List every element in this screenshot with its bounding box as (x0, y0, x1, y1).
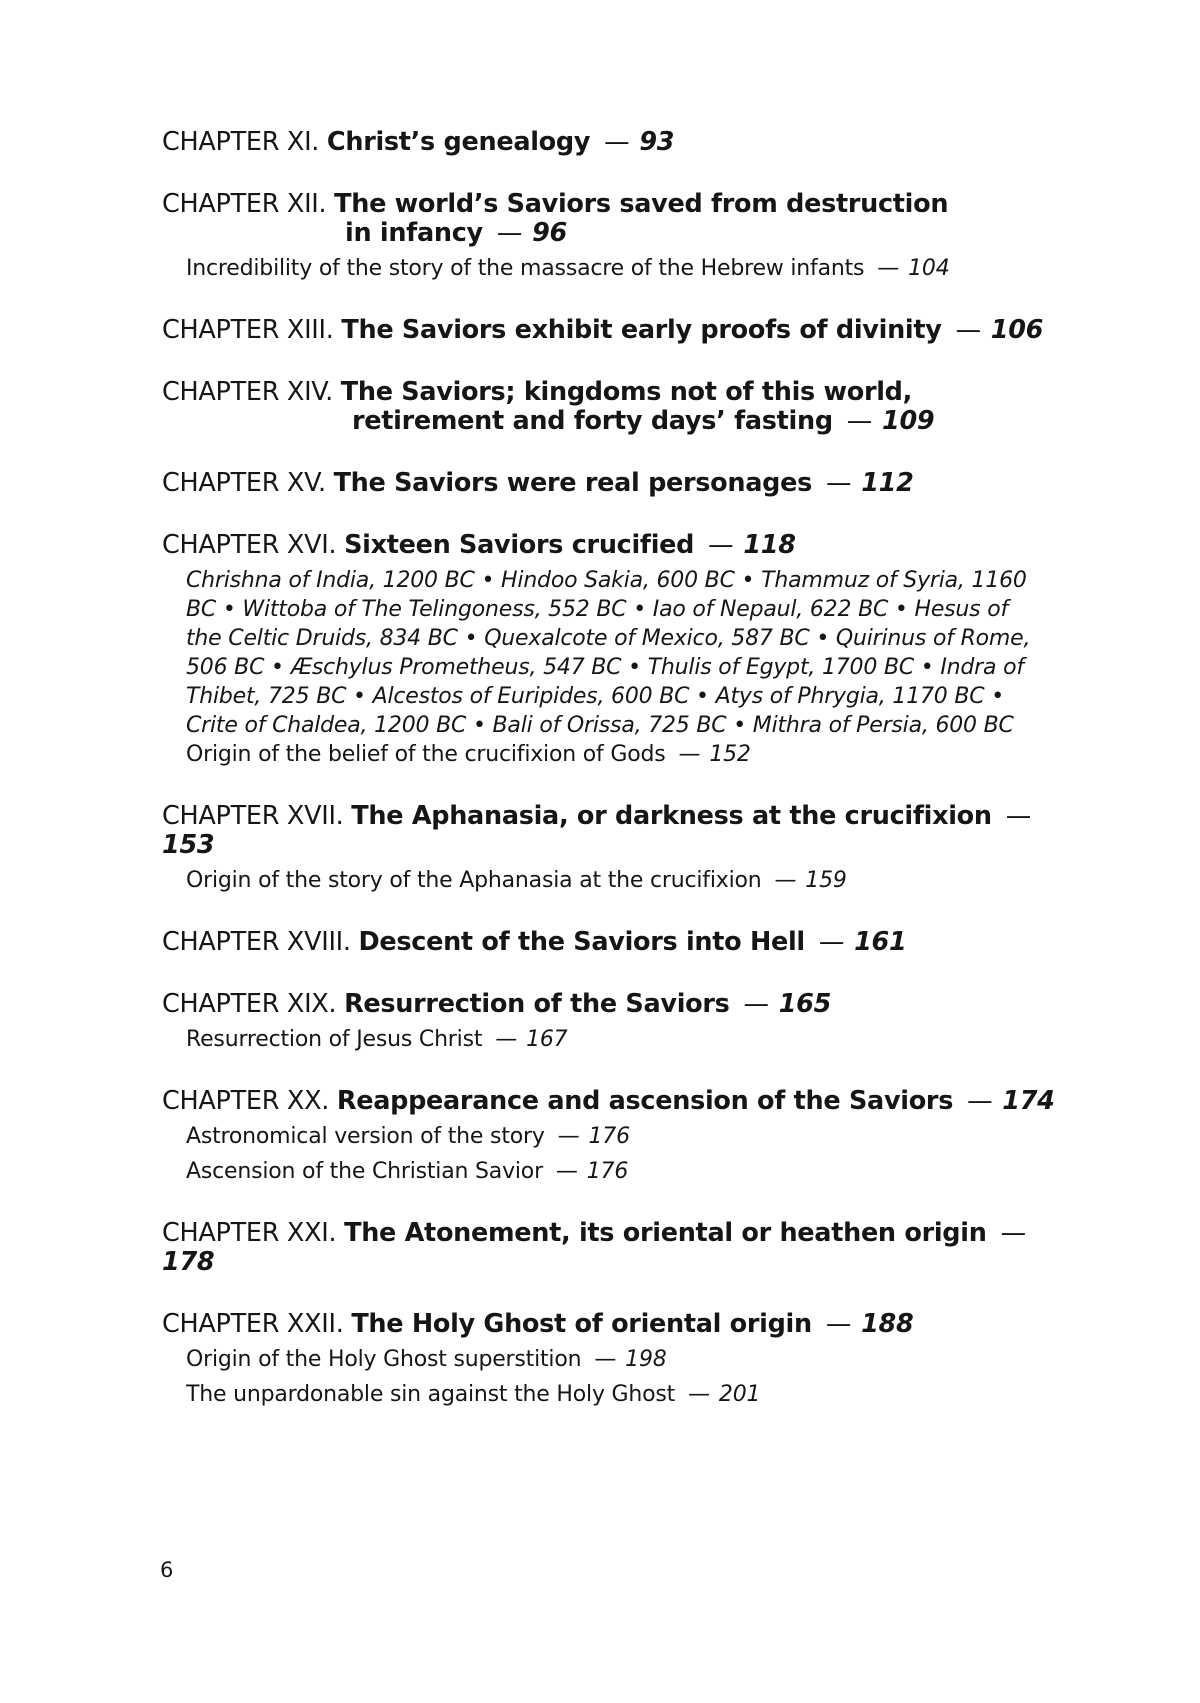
subsection-page-number: 152 (709, 742, 751, 767)
toc-chapter (162, 1087, 1062, 1186)
chapter-page-number: 188 (861, 1309, 914, 1339)
em-dash: — (604, 127, 630, 157)
chapter-number: CHAPTER XII. (162, 189, 327, 219)
chapter-number: CHAPTER XXII. (162, 1309, 344, 1339)
subsection-title: Ascension of the Christian Savior (186, 1159, 543, 1184)
subsection-title: Origin of the story of the Aphanasia at the crucifixion (186, 868, 762, 893)
subsection-title: Resurrection of Jesus Christ (186, 1027, 483, 1052)
toc-chapter (162, 316, 1062, 345)
toc-chapter (162, 378, 1062, 436)
chapter-heading (162, 190, 1062, 248)
subsection-entry (186, 1345, 1062, 1374)
chapter-number: CHAPTER XVIII. (162, 927, 351, 957)
subsection-title: Origin of the Holy Ghost superstition (186, 1347, 582, 1372)
chapter-heading (162, 1219, 1062, 1277)
chapter-title: Resurrection of the Saviors (344, 989, 730, 1019)
em-dash: — (1000, 1218, 1026, 1248)
chapter-title: The Aphanasia, or darkness at the crucifixion (351, 801, 992, 831)
chapter-heading (162, 316, 1062, 345)
em-dash: — (825, 468, 852, 498)
em-dash: — (594, 1347, 617, 1372)
chapter-title: Descent of the Saviors into Hell (358, 927, 805, 957)
subsection-list (162, 1122, 1062, 1186)
toc-chapter (162, 928, 1062, 957)
chapter-page-number: 165 (778, 989, 832, 1019)
crucified-saviors-list: Chrishna of India, 1200 BC • Hindoo Sakia, 600 BC • Thammuz of Syria, 1160 BC • Wittoba of The Telingoness, 552 BC • Iao of Nepaul, 622 BC • Hesus of the Celtic Druids, 834 BC • Quexalcote of Mexico, 587 BC • Quirinus of Rome, 506 BC • Æschylus Prometheus, 547 BC • Thulis of Egypt, 1700 BC • Indra of Thibet, 725 BC • Alcestos of Euripides, 600 BC • Atys of Phrygia, 1170 BC • Crite of Chaldea, 1200 BC • Bali of Orissa, 725 BC • Mithra of Persia, 600 BC (186, 568, 1031, 738)
chapter-number: CHAPTER XX. (162, 1086, 330, 1116)
toc-chapter (162, 802, 1062, 895)
em-dash: — (877, 256, 900, 281)
chapter-title: The Holy Ghost of oriental origin (351, 1309, 812, 1339)
subsection-entry (186, 1380, 1062, 1409)
chapter-heading (162, 802, 1062, 860)
subsection-entry (186, 1122, 1062, 1151)
em-dash: — (557, 1124, 580, 1149)
chapter-title-continued: retirement and forty days’ fasting (352, 406, 833, 436)
chapter-number: CHAPTER XIV. (162, 377, 333, 407)
chapter-page-number: 174 (1002, 1086, 1055, 1116)
subsection-entry (186, 254, 1062, 283)
subsection-entry (186, 740, 1062, 769)
chapter-heading (162, 378, 1062, 436)
subsection-page-number: 201 (718, 1382, 761, 1407)
em-dash: — (743, 989, 769, 1019)
em-dash: — (955, 315, 981, 345)
chapter-heading (162, 1087, 1062, 1116)
chapter-title: Reappearance and ascension of the Saviors (336, 1086, 954, 1116)
subsection-entry (186, 1157, 1062, 1186)
chapter-page-number: 153 (162, 830, 215, 860)
chapter-number: CHAPTER XIII. (162, 315, 334, 345)
subsection-list (162, 1025, 1062, 1054)
em-dash: — (818, 927, 845, 957)
toc-chapter (162, 990, 1062, 1054)
chapter-heading (162, 990, 1062, 1019)
table-of-contents (162, 128, 1062, 1442)
chapter-title-continued: in infancy (345, 218, 483, 248)
subsection-title: Origin of the belief of the crucifixion of Gods (186, 742, 666, 767)
chapter-page-number: 93 (639, 127, 675, 157)
chapter-heading (162, 1310, 1062, 1339)
subsection-title: Astronomical version of the story (186, 1124, 545, 1149)
chapter-page-number: 178 (162, 1247, 215, 1277)
subsection-title: The unpardonable sin against the Holy Ghost (186, 1382, 676, 1407)
chapter-page-number: 118 (743, 530, 796, 560)
toc-chapter (162, 469, 1062, 498)
em-dash: — (688, 1382, 710, 1407)
chapter-heading (162, 928, 1062, 957)
chapter-heading (162, 469, 1062, 498)
chapter-title: The Atonement, its oriental or heathen origin (344, 1218, 987, 1248)
em-dash: — (495, 1027, 518, 1052)
toc-chapter (162, 128, 1062, 157)
subsection-entry (186, 1025, 1062, 1054)
chapter-title: The Saviors; kingdoms not of this world, (340, 377, 912, 407)
chapter-title: The Saviors were real personages (333, 468, 812, 498)
em-dash: — (1005, 801, 1031, 831)
chapter-title: Christ’s genealogy (326, 127, 591, 157)
toc-chapter (162, 190, 1062, 283)
chapter-title: Sixteen Saviors crucified (344, 530, 695, 560)
em-dash: — (678, 742, 701, 767)
subsection-list (162, 1345, 1062, 1409)
subsection-page-number: 167 (526, 1027, 568, 1052)
subsection-list (162, 866, 1062, 895)
page-number: 6 (160, 1558, 174, 1582)
chapter-title: The world’s Saviors saved from destruction (334, 189, 949, 219)
em-dash: — (846, 406, 872, 436)
toc-chapter (162, 1310, 1062, 1409)
toc-chapter (162, 1219, 1062, 1277)
subsection-page-number: 104 (908, 256, 950, 281)
em-dash: — (708, 530, 734, 560)
chapter-page-number: 161 (854, 927, 907, 957)
chapter-number: CHAPTER XVII. (162, 801, 344, 831)
toc-chapter (162, 531, 1062, 769)
chapter-number: CHAPTER XXI. (162, 1218, 337, 1248)
chapter-heading (162, 128, 1062, 157)
chapter-page-number: 109 (882, 406, 935, 436)
subsection-page-number: 176 (588, 1124, 630, 1149)
em-dash: — (967, 1086, 993, 1116)
chapter-page-number: 112 (861, 468, 914, 498)
chapter-number: CHAPTER XVI. (162, 530, 337, 560)
em-dash: — (774, 868, 797, 893)
subsection-page-number: 198 (625, 1347, 667, 1372)
chapter-title: The Saviors exhibit early proofs of divinity (341, 315, 942, 345)
chapter-heading (162, 531, 1062, 560)
subsection-page-number: 159 (805, 868, 847, 893)
chapter-page-number: 96 (532, 218, 567, 248)
subsection-list (162, 740, 1062, 769)
subsection-list (162, 254, 1062, 283)
subsection-title: Incredibility of the story of the massacre of the Hebrew infants (186, 256, 865, 281)
subsection-entry (186, 866, 1062, 895)
subsection-page-number: 176 (586, 1159, 629, 1184)
chapter-number: CHAPTER XIX. (162, 989, 337, 1019)
em-dash: — (496, 218, 523, 248)
chapter-number: CHAPTER XI. (162, 127, 320, 157)
chapter-number: CHAPTER XV. (162, 468, 326, 498)
em-dash: — (555, 1159, 578, 1184)
chapter-page-number: 106 (990, 315, 1044, 345)
em-dash: — (825, 1309, 852, 1339)
